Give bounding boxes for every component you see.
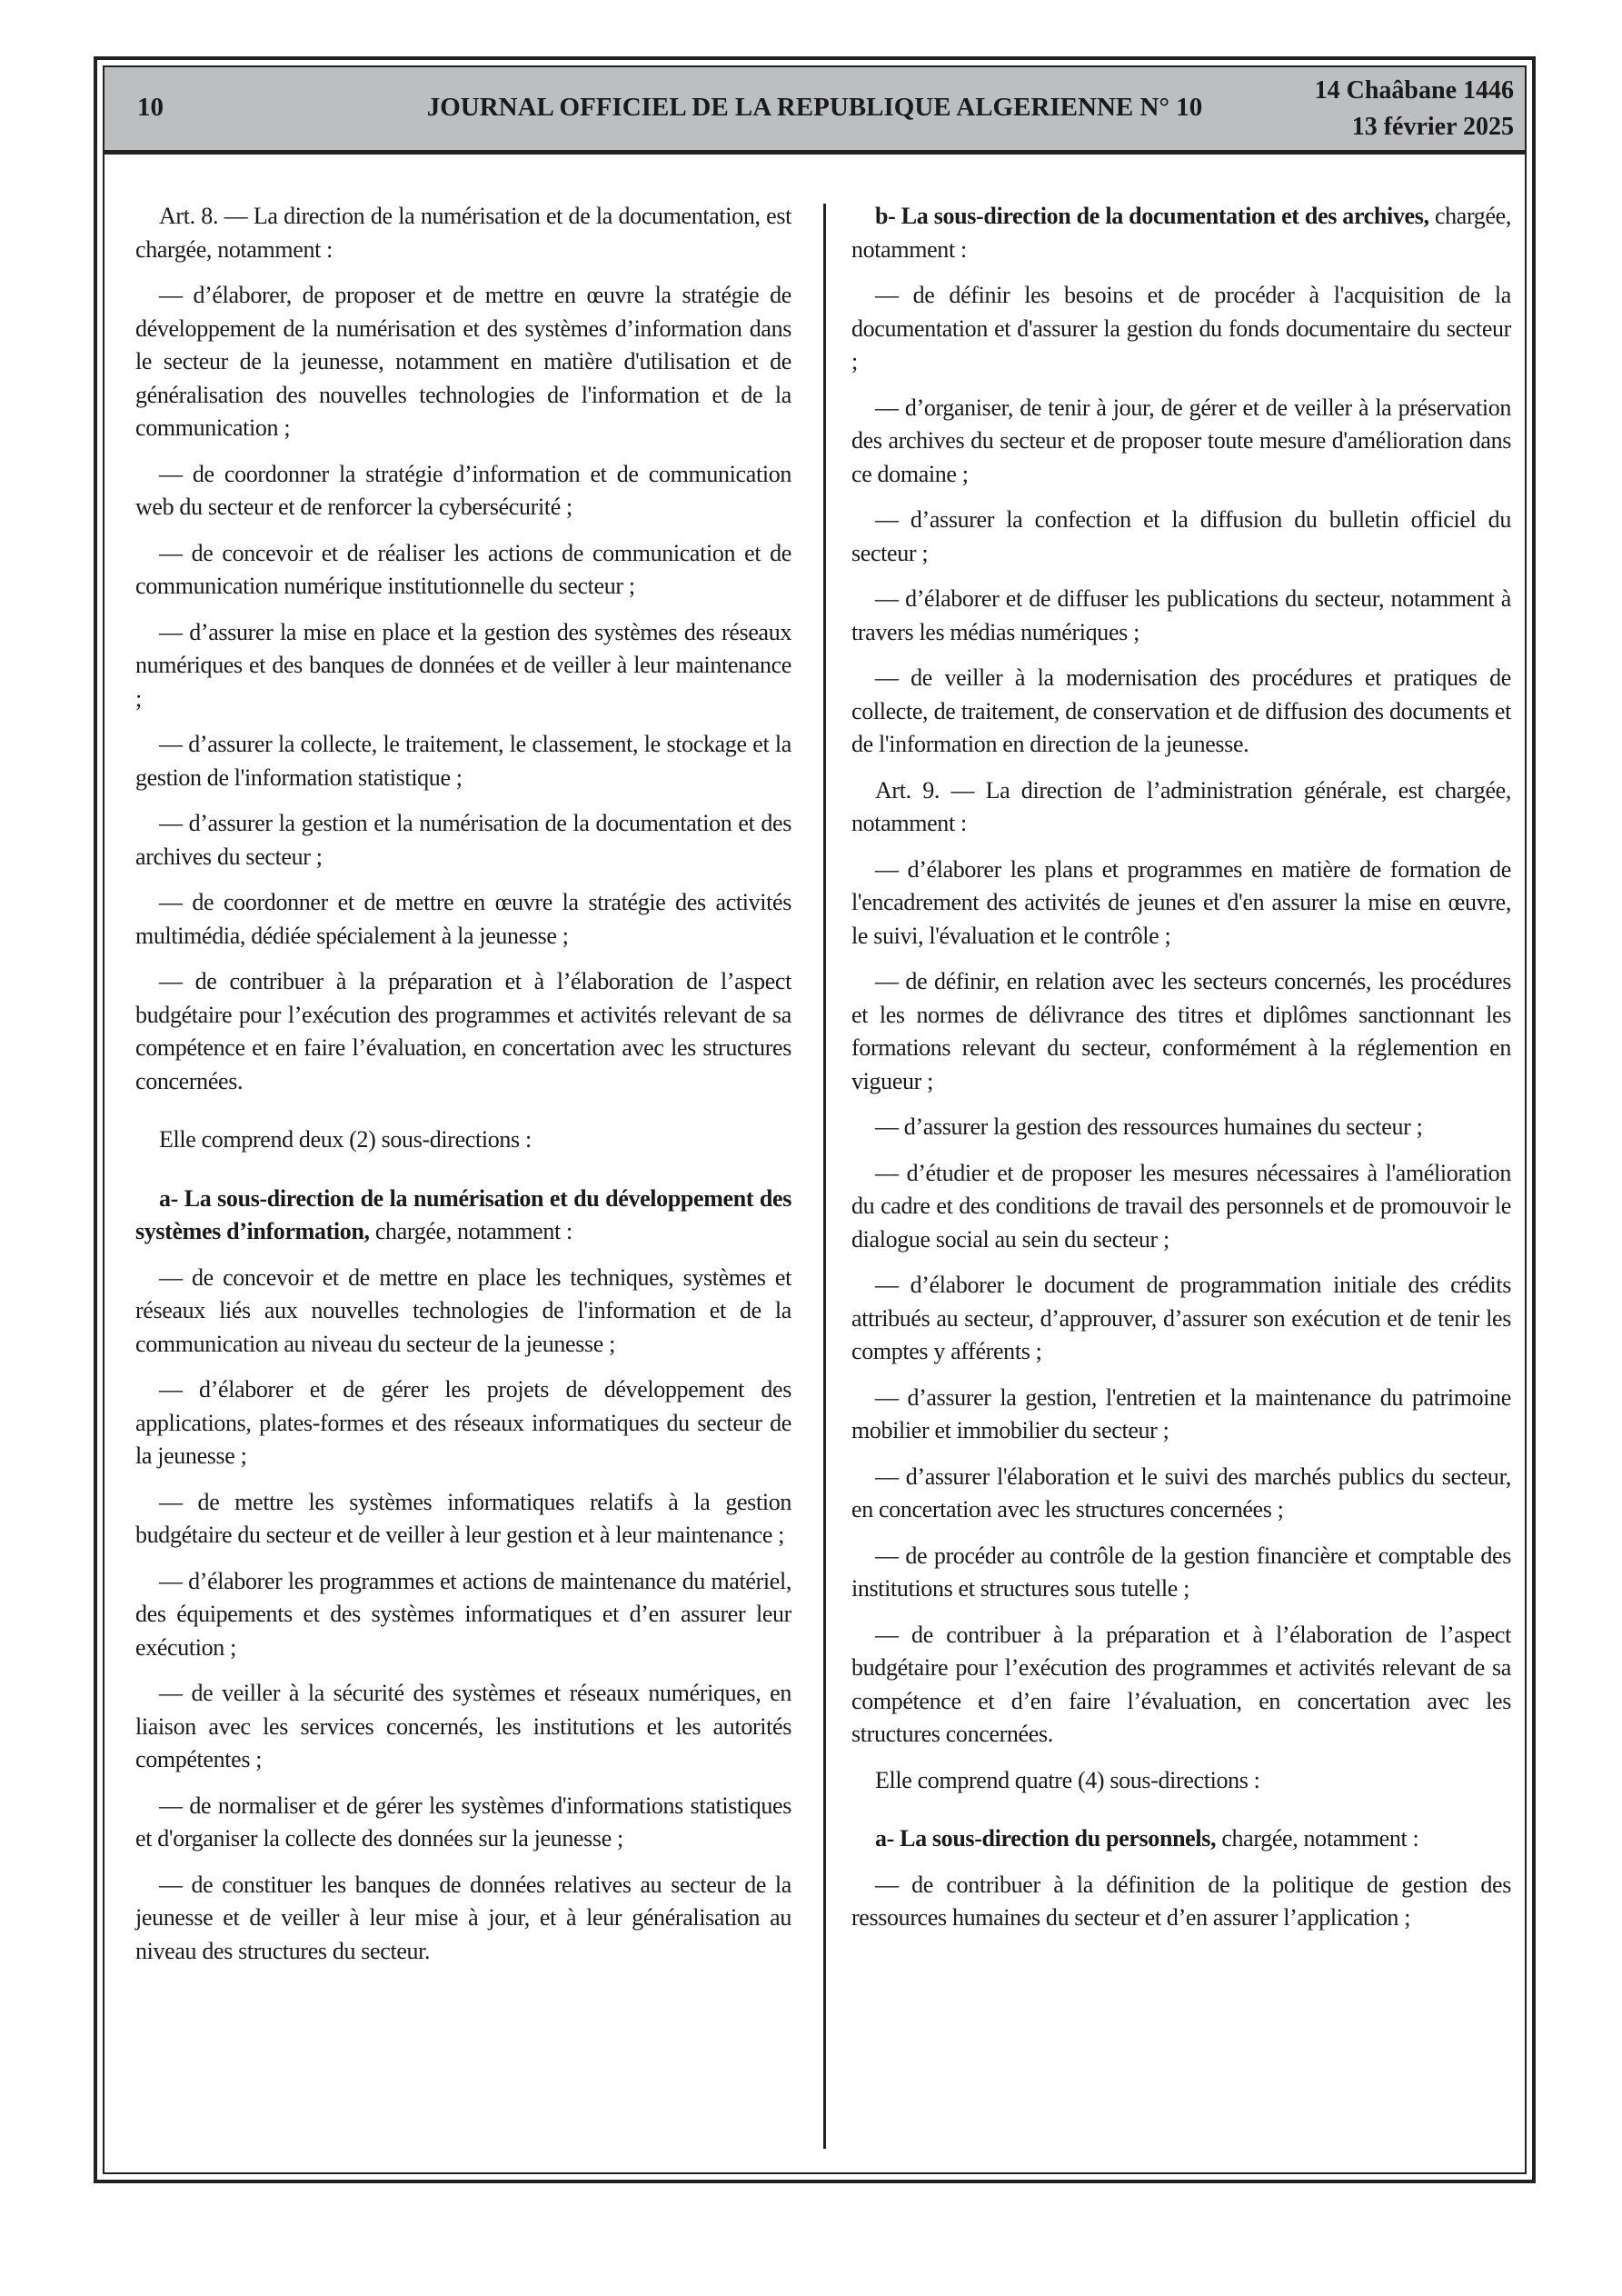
paragraph-text: — de procéder au contrôle de la gestion financière et comptable des institutions et structures sous tutelle ; [851, 1542, 1511, 1602]
paragraph [135, 728, 791, 794]
paragraph [135, 807, 791, 873]
paragraph [851, 392, 1511, 492]
paragraph [135, 1262, 791, 1362]
paragraph [135, 886, 791, 953]
paragraph [851, 1619, 1511, 1752]
paragraph [851, 774, 1511, 841]
paragraph-text: — de veiller à la modernisation des procédures et pratiques de collecte, de traitement, de conservation et de diffusion des documents et de l'information en direction de la jeunesse. [851, 664, 1511, 757]
paragraph [851, 200, 1511, 266]
paragraph [851, 1269, 1511, 1369]
paragraph [851, 965, 1511, 1098]
subdirection-heading: a- La sous-direction du personnels, [875, 1825, 1217, 1852]
journal-title: JOURNAL OFFICIEL DE LA REPUBLIQUE ALGERIENNE N° 10 [426, 93, 1203, 122]
paragraph [135, 616, 791, 716]
paragraph [851, 1111, 1511, 1144]
paragraph [851, 1382, 1511, 1448]
paragraph-text: Art. 8. — La direction de la numérisation et de la documentation, est chargée, notamment : [135, 203, 791, 263]
paragraph [851, 583, 1511, 649]
left-column [135, 200, 791, 1981]
paragraph [851, 279, 1511, 379]
paragraph [851, 1157, 1511, 1257]
subdirection-heading: a- La sous-direction de la numérisation et du développement des systèmes d’information, [135, 1184, 791, 1244]
paragraph-text: — d’élaborer et de diffuser les publications du secteur, notamment à travers les médias numériques ; [851, 585, 1511, 645]
paragraph-text: — d’assurer la confection et la diffusion du bulletin officiel du secteur ; [851, 506, 1511, 566]
paragraph-text: chargée, notamment : [369, 1218, 572, 1244]
paragraph-text: chargée, notamment : [1216, 1825, 1419, 1852]
paragraph [135, 965, 791, 1098]
paragraph-text: Elle comprend quatre (4) sous-directions : [875, 1766, 1260, 1793]
paragraph [851, 1540, 1511, 1606]
paragraph-text: — d’assurer la gestion et la numérisation de la documentation et des archives du secteur ; [135, 810, 791, 870]
paragraph [851, 854, 1511, 953]
paragraph-text: — de coordonner la stratégie d’information et de communication web du secteur et de renforcer la cybersécurité ; [135, 460, 791, 520]
paragraph-text: — de contribuer à la définition de la politique de gestion des ressources humaines du secteur et d’en assurer l’application ; [851, 1871, 1511, 1931]
paragraph [135, 1677, 791, 1777]
paragraph-text: — de veiller à la sécurité des systèmes et réseaux numériques, en liaison avec les services concernés, les institutions et les autorités compétentes ; [135, 1680, 791, 1772]
paragraph [851, 1764, 1511, 1798]
paragraph-text: Elle comprend deux (2) sous-directions : [159, 1126, 532, 1153]
paragraph-text: — d’élaborer les programmes et actions de maintenance du matériel, des équipements et des systèmes informatiques et d’en assurer leur exécution ; [135, 1567, 791, 1661]
page-frame [94, 56, 1536, 2183]
paragraph-text: — de contribuer à la préparation et à l’élaboration de l’aspect budgétaire pour l’exécution des programmes et activités relevant de sa compétence et d’en faire l’évaluation, en concertation avec les structures concernées. [851, 1621, 1511, 1747]
paragraph-text: — d’élaborer et de gérer les projets de développement des applications, plates-formes et des réseaux informatiques du secteur de la jeunesse ; [135, 1376, 791, 1469]
paragraph-text: — de coordonner et de mettre en œuvre la stratégie des activités multimédia, dédiée spécialement à la jeunesse ; [135, 889, 791, 949]
page-inner-border [103, 65, 1527, 2174]
date-gregorian: 13 février 2025 [1351, 113, 1514, 141]
issue-date [1315, 73, 1514, 145]
paragraph-text: — de concevoir et de réaliser les actions de communication et de communication numérique institutionnelle du secteur ; [135, 539, 791, 599]
paragraph-text: — de normaliser et de gérer les systèmes d'informations statistiques et d'organiser la collecte des données sur la jeunesse ; [135, 1792, 791, 1852]
paragraph [851, 1822, 1511, 1856]
paragraph-text: — d’élaborer le document de programmation initiale des crédits attribués au secteur, d’approuver, d’assurer son exécution et de tenir les comptes y afférents ; [851, 1272, 1511, 1364]
paragraph-text: — de contribuer à la préparation et à l’élaboration de l’aspect budgétaire pour l’exécution des programmes et activités relevant de sa compétence et en faire l’évaluation, en concertation avec les structures concernées. [135, 968, 791, 1094]
paragraph-text: Art. 9. — La direction de l’administration générale, est chargée, notamment : [851, 776, 1511, 836]
paragraph [135, 537, 791, 604]
paragraph-text: — de définir les besoins et de procéder à l'acquisition de la documentation et d'assurer la gestion du fonds documentaire du secteur ; [851, 282, 1511, 374]
paragraph-text: — d’assurer la collecte, le traitement, le classement, le stockage et la gestion de l'information statistique ; [135, 731, 791, 791]
paragraph [135, 1486, 791, 1552]
paragraph-text: — d’élaborer les plans et programmes en matière de formation de l'encadrement des activités de jeunes et d'en assurer la mise en œuvre, le suivi, l'évaluation et le contrôle ; [851, 855, 1511, 949]
paragraph [135, 1869, 791, 1969]
paragraph-text: — d’étudier et de proposer les mesures nécessaires à l'amélioration du cadre et des conditions de travail des personnels et de promouvoir le dialogue social au sein du secteur ; [851, 1159, 1511, 1253]
paragraph-text: — d’assurer l'élaboration et le suivi des marchés publics du secteur, en concertation avec les structures concernées ; [851, 1462, 1511, 1522]
page-number: 10 [137, 93, 164, 122]
paragraph [135, 1183, 791, 1249]
paragraph [135, 1123, 791, 1157]
column-divider [823, 204, 826, 2149]
paragraph [135, 458, 791, 524]
paragraph-text: — de définir, en relation avec les secteurs concernés, les procédures et les normes de délivrance des titres et diplômes sanctionnant les formations relevant du secteur, conformément à la réglemention en vigueur ; [851, 968, 1511, 1094]
date-hijri: 14 Chaâbane 1446 [1314, 76, 1514, 105]
paragraph [851, 504, 1511, 570]
paragraph-text: — d’élaborer, de proposer et de mettre en œuvre la stratégie de développement de la numérisation et des systèmes d’information dans le secteur de la jeunesse, notamment en matière d'utilisation et de généralisation des nouvelles technologies de l'information et de la communication ; [135, 282, 791, 441]
paragraph [135, 1373, 791, 1473]
paragraph-text: — d’assurer la mise en place et la gestion des systèmes des réseaux numériques et des banques de données et de veiller à leur maintenance ; [135, 618, 791, 712]
paragraph [135, 1790, 791, 1856]
subdirection-heading: b- La sous-direction de la documentation et des archives, [875, 203, 1429, 229]
paragraph-text: — de constituer les banques de données relatives au secteur de la jeunesse et de veiller à leur mise à jour, et à leur généralisation au niveau des structures du secteur. [135, 1871, 791, 1964]
paragraph-text: — de concevoir et de mettre en place les techniques, systèmes et réseaux liés aux nouvelles technologies de l'information et de la communication au niveau du secteur de la jeunesse ; [135, 1263, 791, 1357]
paragraph-text: chargée, notamment : [851, 203, 1511, 263]
paragraph [851, 1461, 1511, 1527]
paragraph [135, 200, 791, 266]
paragraph-text: — d’assurer la gestion des ressources humaines du secteur ; [875, 1113, 1423, 1140]
paragraph [135, 279, 791, 445]
paragraph-text: — d’organiser, de tenir à jour, de gérer et de veiller à la préservation des archives du secteur et de proposer toute mesure d'amélioration dans ce domaine ; [851, 394, 1511, 487]
paragraph-text: — d’assurer la gestion, l'entretien et la maintenance du patrimoine mobilier et immobilier du secteur ; [851, 1383, 1511, 1443]
paragraph [851, 662, 1511, 762]
journal-header [104, 67, 1525, 155]
right-column [851, 200, 1511, 1948]
paragraph [851, 1869, 1511, 1935]
paragraph [135, 1565, 791, 1665]
paragraph-text: — de mettre les systèmes informatiques relatifs à la gestion budgétaire du secteur et de veiller à leur gestion et à leur maintenance ; [135, 1488, 791, 1548]
